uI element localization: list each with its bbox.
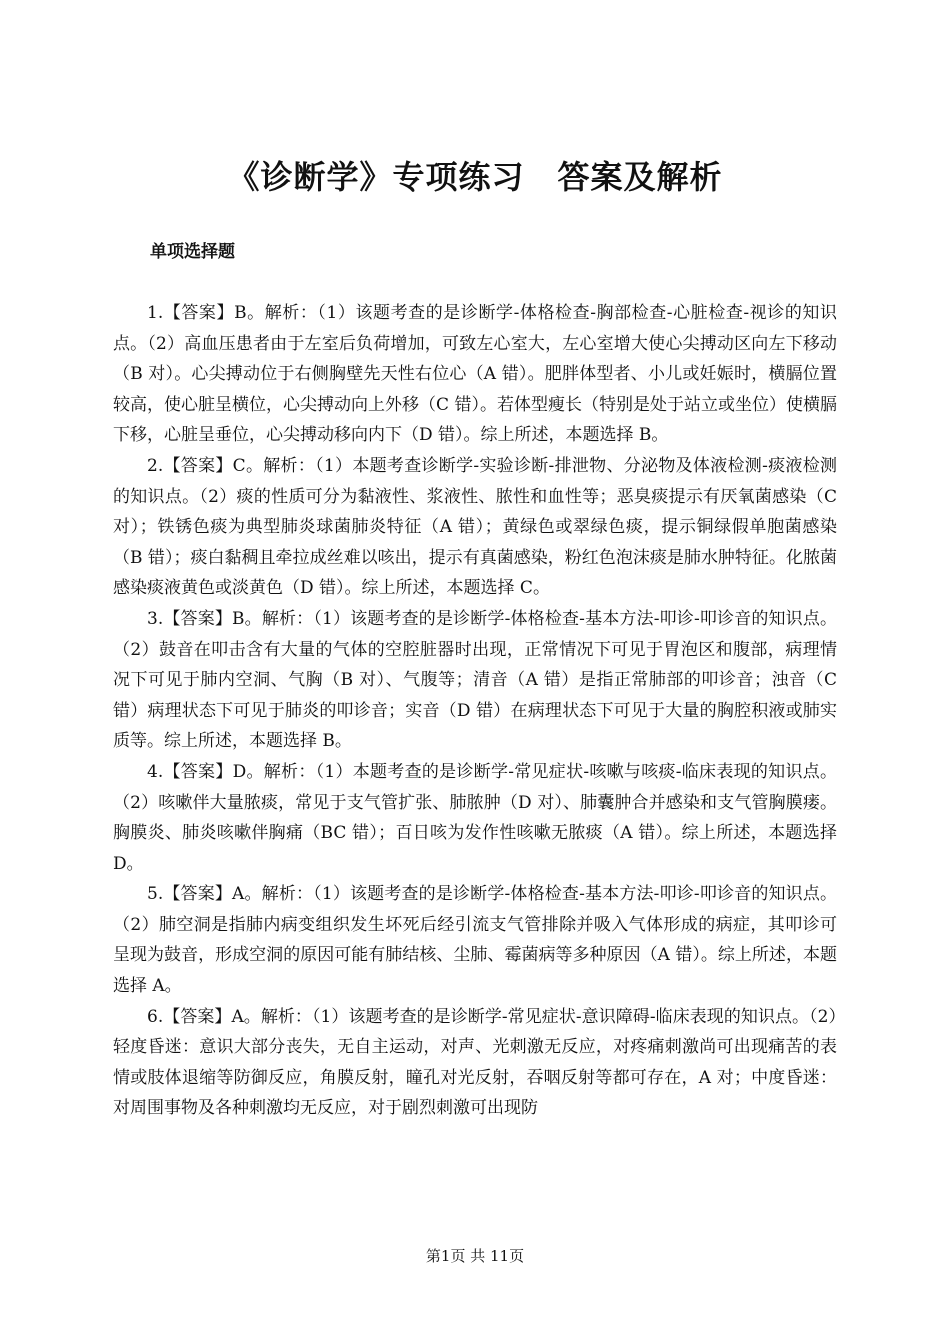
page-footer: 第1页 共 11页 (425, 1247, 525, 1265)
answer-item-5: 5.【答案】A。解析：（1）该题考查的是诊断学-体格检查-基本方法-叩诊-叩诊音的知识点。（2）肺空洞是指肺内病变组织发生坏死后经引流支气管排除并吸入气体形成的病症，其叩诊可呈现为鼓音，形成空洞的原因可能有肺结核、尘肺、霉菌病等多种原因（A 错）。综上所述，本题选择 A。 (113, 884, 837, 997)
answer-item-3: 3.【答案】B。解析：（1）该题考查的是诊断学-体格检查-基本方法-叩诊-叩诊音的知识点。（2）鼓音在叩击含有大量的气体的空腔脏器时出现，正常情况下可见于胃泡区和腹部，病理情况下可见于肺内空洞、气胸（B 对）、气腹等；清音（A 错）是指正常肺部的叩诊音；浊音（C 错）病理状态下可见于肺炎的叩诊音；实音（D 错）在病理状态下可见于大量的胸腔积液或肺实质等。综上所述，本题选择 B。 (113, 608, 837, 752)
answer-item-1: 1.【答案】B。解析：（1）该题考查的是诊断学-体格检查-胸部检查-心脏检查-视诊的知识点。（2）高血压患者由于左室后负荷增加，可致左心室大，左心室增大使心尖搏动区向左下移动（B 对）。心尖搏动位于右侧胸壁先天性右位心（A 错）。肥胖体型者、小儿或妊娠时，横膈位置较高，使心脏呈横位，心尖搏动向上外移（C 错）。若体型瘦长（特别是处于站立或坐位）使横膈下移，心脏呈垂位，心尖搏动移向内下（D 错）。综上所述，本题选择 B。 (113, 303, 837, 446)
answer-item-4: 4.【答案】D。解析：（1）本题考查的是诊断学-常见症状-咳嗽与咳痰-临床表现的知识点。（2）咳嗽伴大量脓痰，常见于支气管扩张、肺脓肿（D 对）、肺囊肿合并感染和支气管胸膜瘘。胸膜炎、肺炎咳嗽伴胸痛（BC 错）；百日咳为发作性咳嗽无脓痰（A 错）。综上所述，本题选择 D。 (113, 761, 837, 874)
section-heading: 单项选择题 (150, 242, 235, 262)
answer-list (113, 298, 837, 1124)
answer-item-6: 6.【答案】A。解析：（1）该题考查的是诊断学-常见症状-意识障碍-临床表现的知识点。（2）轻度昏迷：意识大部分丧失，无自主运动，对声、光刺激无反应，对疼痛刺激尚可出现痛苦的表情或肢体退缩等防御反应，角膜反射，瞳孔对光反射，吞咽反射等都可存在，A 对；中度昏迷：对周围事物及各种刺激均无反应，对于剧烈刺激可出现防 (113, 1006, 837, 1119)
answer-item-2: 2.【答案】C。解析：（1）本题考查诊断学-实验诊断-排泄物、分泌物及体液检测-痰液检测的知识点。（2）痰的性质可分为黏液性、浆液性、脓性和血性等；恶臭痰提示有厌氧菌感染（C 对）；铁锈色痰为典型肺炎球菌肺炎特征（A 错）；黄绿色或翠绿色痰，提示铜绿假单胞菌感染（B 错）；痰白黏稠且牵拉成丝难以咳出，提示有真菌感染，粉红色泡沫痰是肺水肿特征。化脓菌感染痰液黄色或淡黄色（D 错）。综上所述，本题选择 C。 (113, 455, 837, 599)
document-title: 《诊断学》专项练习 答案及解析 (227, 158, 723, 196)
